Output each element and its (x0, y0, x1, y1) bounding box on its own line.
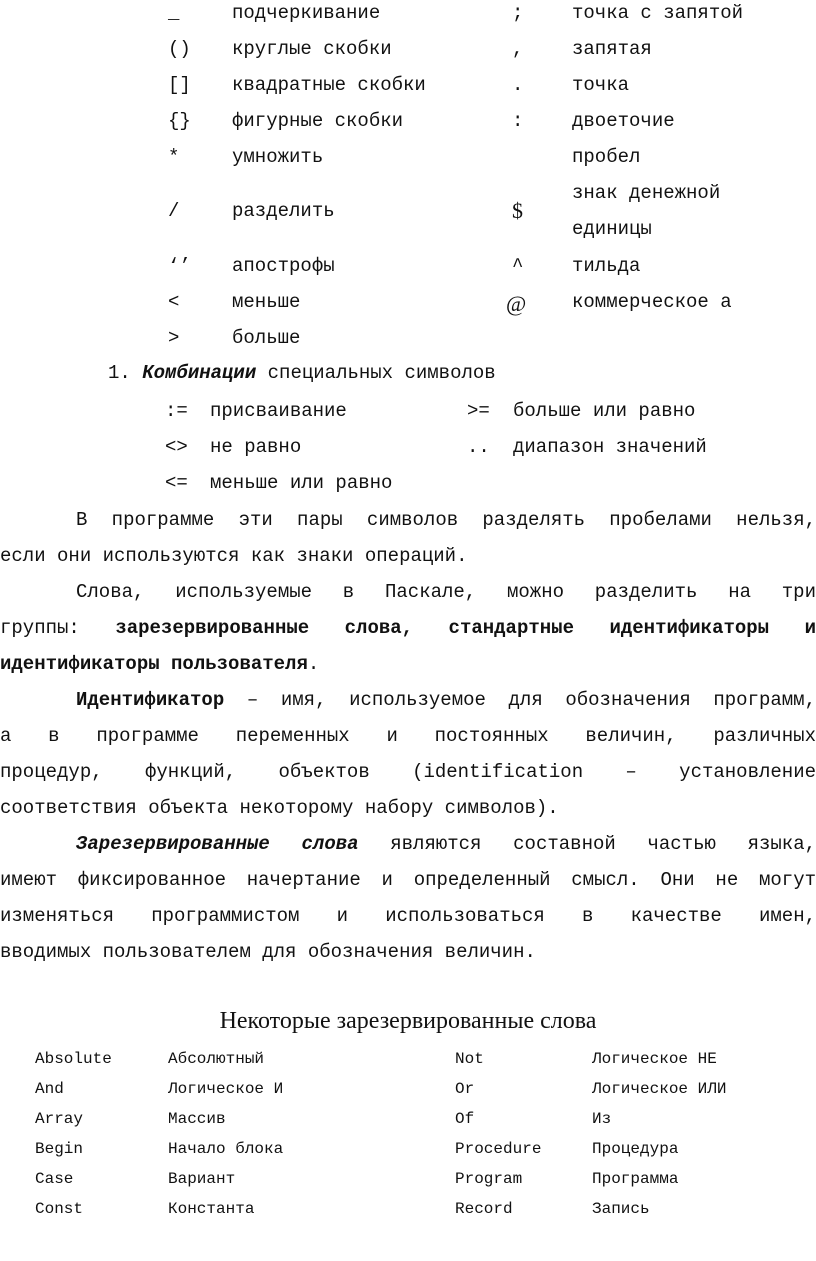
paragraph-line: процедур, функций, объектов (identification – установление (0, 761, 816, 783)
reserved-word: Absolute (35, 1050, 112, 1068)
combination-symbol: .. (467, 436, 490, 458)
paragraph (0, 682, 816, 826)
combinations-heading-bold: Комбинации (142, 362, 257, 384)
translation: Логическое ИЛИ (592, 1080, 727, 1098)
symbol-description: подчеркивание (232, 2, 381, 24)
translation: Логическое И (168, 1080, 284, 1098)
symbol: / (168, 200, 180, 222)
translation: Массив (168, 1110, 226, 1128)
paragraph-line (0, 826, 816, 862)
bold-text: идентификаторы пользователя (0, 653, 308, 675)
combination-symbol: := (165, 400, 188, 422)
combination-symbol: >= (467, 400, 490, 422)
reserved-word: Of (455, 1110, 475, 1128)
symbol: ; (512, 2, 524, 24)
symbol-description: апострофы (232, 255, 335, 277)
translation: Абсолютный (168, 1050, 265, 1068)
paragraph-line: В программе эти пары символов разделять пробелами нельзя, (76, 509, 816, 531)
paragraph (0, 574, 816, 682)
translation: Вариант (168, 1170, 236, 1188)
symbol-description: двоеточие (572, 110, 675, 132)
symbol-description: знак денежной (572, 182, 721, 204)
combinations-heading (108, 362, 496, 384)
paragraph-line: изменяться программистом и использоваться в качестве имен, (0, 905, 816, 927)
symbol: _ (168, 2, 180, 24)
symbol-description: пробел (572, 146, 641, 168)
text: являются составной частью языка, (358, 833, 816, 855)
paragraph-line: имеют фиксированное начертание и определенный смысл. Они не могут (0, 869, 816, 891)
reserved-word: Array (35, 1110, 84, 1128)
symbol-description: больше (232, 327, 301, 349)
paragraph-line: если они используются как знаки операций. (0, 545, 468, 567)
reserved-word: Or (455, 1080, 475, 1098)
translation: Процедура (592, 1140, 679, 1158)
symbol: ^ (512, 255, 524, 277)
reserved-word: Begin (35, 1140, 84, 1158)
translation: Программа (592, 1170, 679, 1188)
paragraph-line (0, 682, 816, 718)
symbol: < (168, 291, 180, 313)
symbol-description-continued: единицы (572, 218, 652, 240)
combination-description: присваивание (210, 400, 347, 422)
symbol-description: коммерческое а (572, 291, 732, 313)
paragraph (0, 502, 816, 574)
symbol: ‘’ (168, 255, 191, 277)
bold-text: зарезервированные слова, стандартные идентификаторы и (115, 617, 816, 639)
combination-description: диапазон значений (513, 436, 707, 458)
symbol-description: точка (572, 74, 630, 96)
symbol-description: квадратные скобки (232, 74, 426, 96)
reserved-word: Not (455, 1050, 484, 1068)
term: Идентификатор (76, 689, 225, 711)
reserved-word: Record (455, 1200, 513, 1218)
symbol: () (168, 38, 191, 60)
paragraph-line: а в программе переменных и постоянных величин, различных (0, 725, 816, 747)
symbol: * (168, 146, 180, 168)
symbol-description: точка с запятой (572, 2, 744, 24)
combination-symbol: <= (165, 472, 188, 494)
symbol: $ (512, 198, 523, 223)
paragraph (0, 826, 816, 970)
reserved-word: Procedure (455, 1140, 542, 1158)
symbol-description: разделить (232, 200, 335, 222)
translation: Из (592, 1110, 612, 1128)
paragraph-line: соответствия объекта некоторому набору символов). (0, 797, 559, 819)
symbol-description: тильда (572, 255, 641, 277)
paragraph-line: вводимых пользователем для обозначения величин. (0, 941, 536, 963)
symbol-description: меньше (232, 291, 301, 313)
symbol: [] (168, 74, 191, 96)
symbol-description: круглые скобки (232, 38, 392, 60)
symbol: : (512, 110, 524, 132)
symbol: > (168, 327, 180, 349)
text: – имя, используемое для обозначения программ, (224, 689, 816, 711)
symbol: . (512, 74, 524, 96)
reserved-word: Program (455, 1170, 523, 1188)
combination-description: меньше или равно (210, 472, 393, 494)
symbol: @ (506, 291, 527, 316)
combinations-heading-text: специальных символов (256, 362, 496, 384)
combination-description: больше или равно (513, 400, 696, 422)
reserved-word: Const (35, 1200, 84, 1218)
paragraph-line: Слова, используемые в Паскале, можно разделить на три (76, 581, 816, 603)
term: Зарезервированные слова (76, 833, 359, 855)
translation: Запись (592, 1200, 650, 1218)
translation: Начало блока (168, 1140, 284, 1158)
text: . (307, 653, 320, 675)
paragraph-line (0, 646, 816, 682)
translation: Логическое НЕ (592, 1050, 717, 1068)
combination-symbol: <> (165, 436, 188, 458)
section-title: Некоторые зарезервированные слова (219, 1008, 597, 1034)
reserved-word: And (35, 1080, 64, 1098)
text: группы: (0, 617, 116, 639)
symbol-description: фигурные скобки (232, 110, 404, 132)
paragraph-line (0, 610, 816, 646)
combination-description: не равно (210, 436, 302, 458)
reserved-word: Case (35, 1170, 74, 1188)
symbol-description: умножить (232, 146, 324, 168)
symbol: {} (168, 110, 191, 132)
translation: Константа (168, 1200, 255, 1218)
symbol-description: запятая (572, 38, 652, 60)
list-number: 1. (108, 362, 131, 384)
symbol: , (512, 38, 524, 60)
